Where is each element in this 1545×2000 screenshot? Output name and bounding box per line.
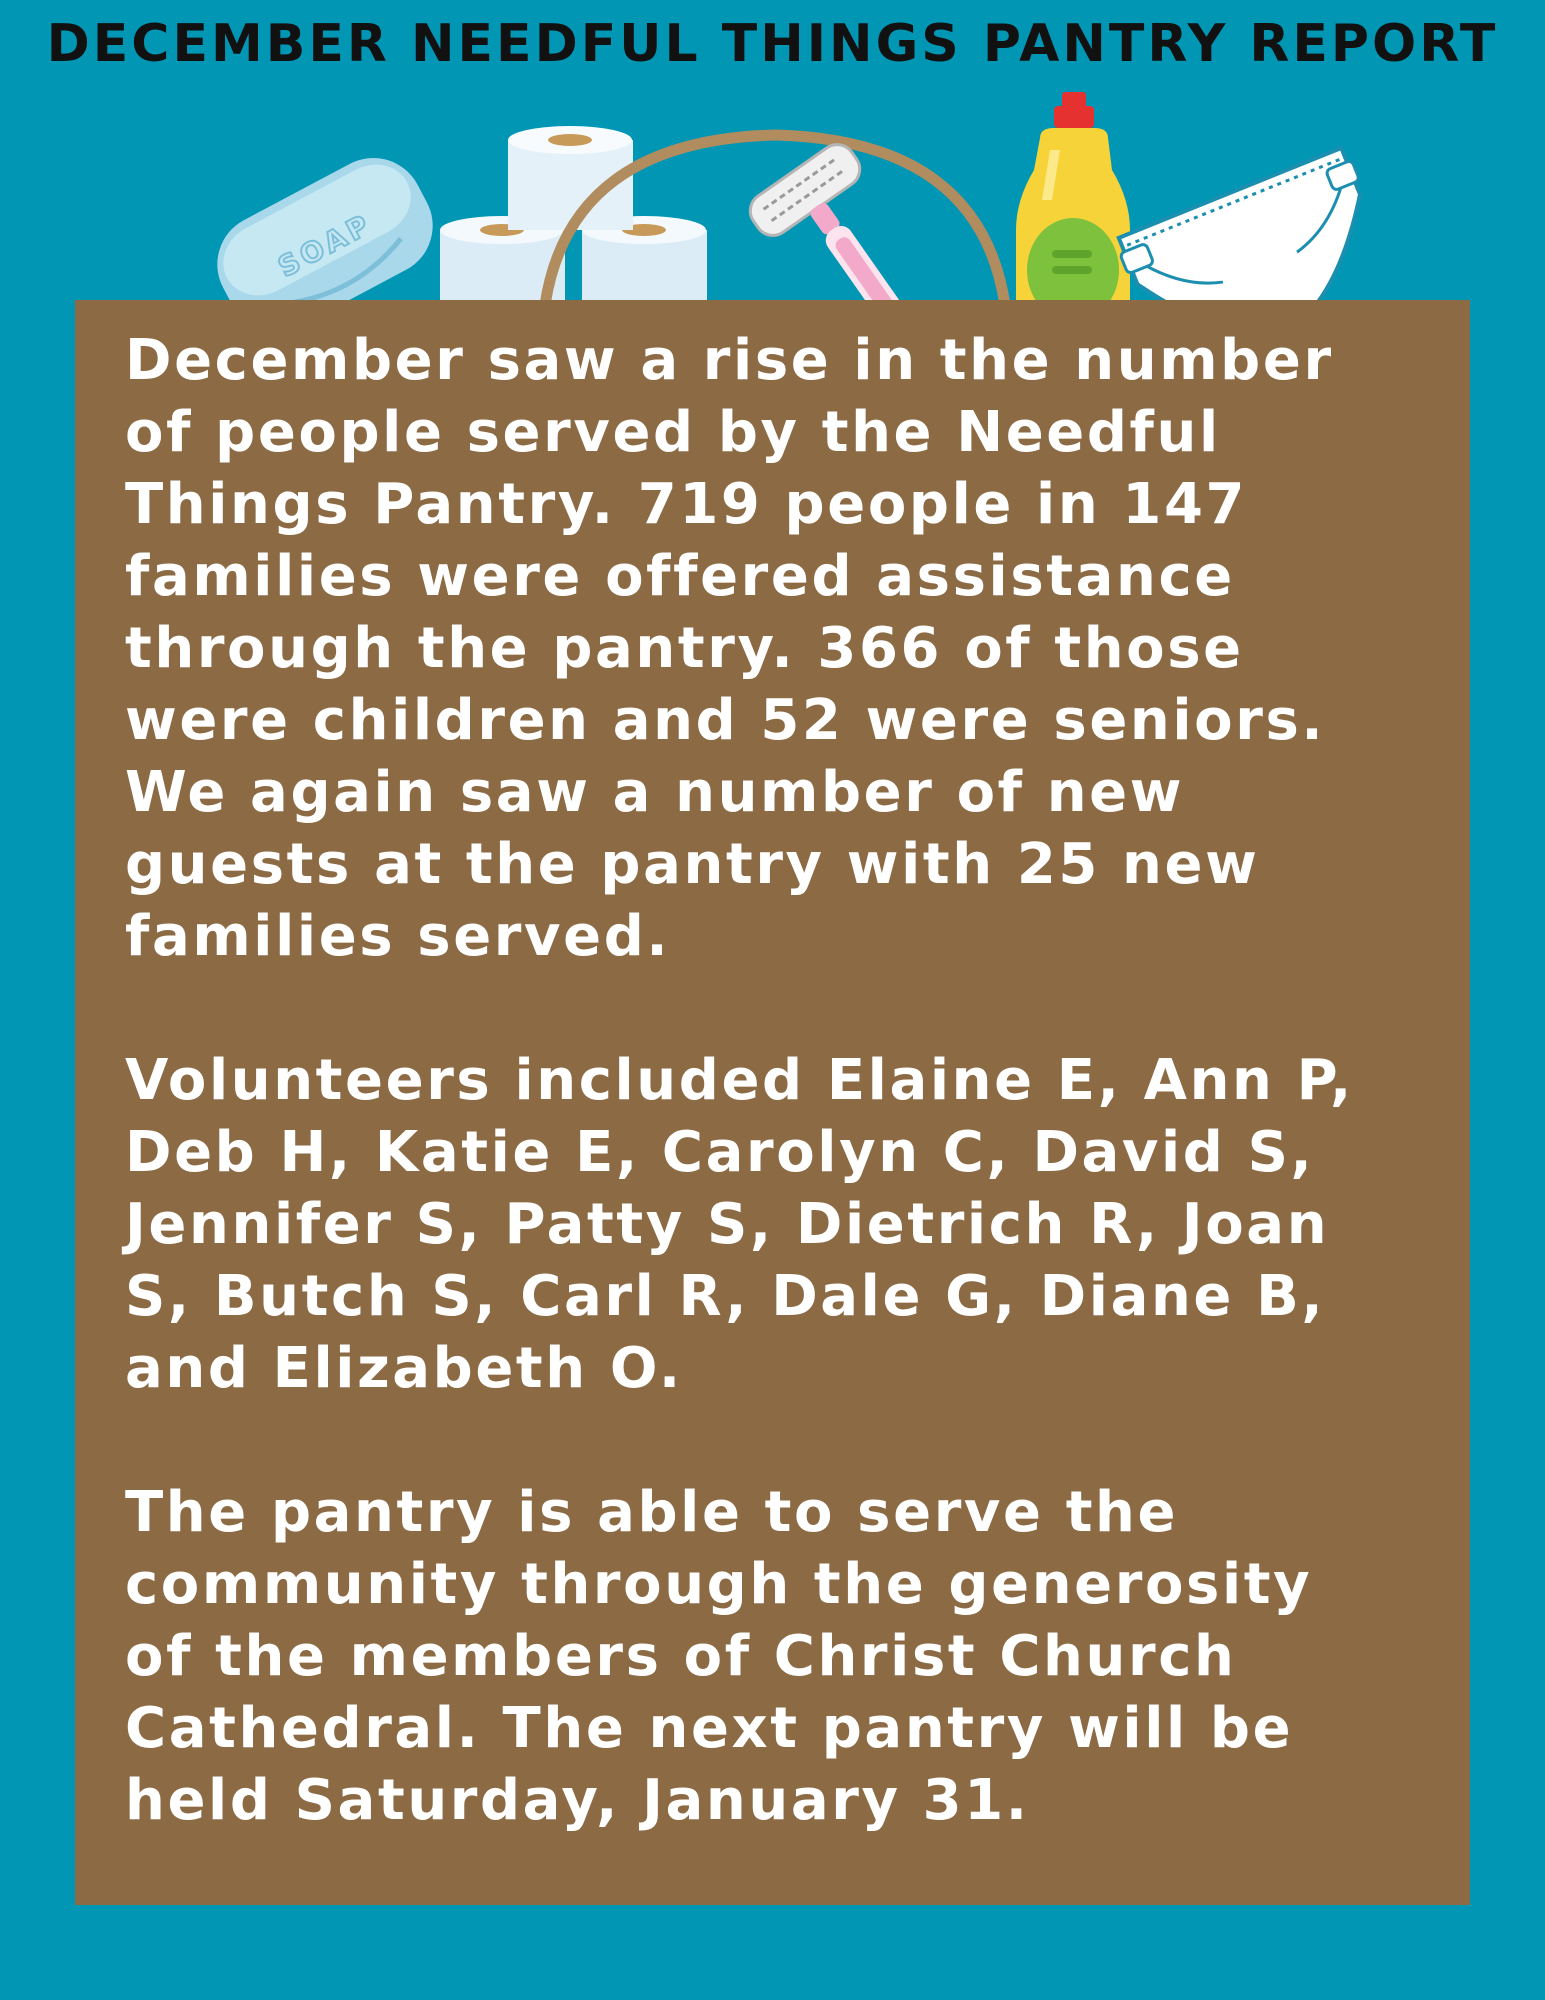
razor-icon xyxy=(743,138,950,305)
paragraph-volunteers: Volunteers included Elaine E, Ann P, Deb H, Katie E, Carolyn C, David S, Jennifer S, Patty S, Dietrich R, Joan S, Butch S, Carl R, Dale G, Diane B, and Elizabeth O. xyxy=(125,1048,1354,1401)
paragraph-closing: The pantry is able to serve the community through the generosity of the members of Christ Church Cathedral. The next pantry will be held Saturday, January 31. xyxy=(125,1480,1313,1833)
report-text xyxy=(125,325,1445,1909)
supplies-illustration xyxy=(0,80,1545,305)
soap-label: SOAP xyxy=(272,207,378,284)
paragraph-summary: December saw a rise in the number of people served by the Needful Things Pantry. 719 people in 147 families were offered assistance through the pantry. 366 of those were children and 52 were seniors. We again saw a number of new guests at the pantry with 25 new families served. xyxy=(125,328,1334,969)
report-content-box xyxy=(75,300,1470,1905)
diaper-icon xyxy=(1114,146,1402,305)
page-title: DECEMBER NEEDFUL THINGS PANTRY REPORT xyxy=(46,14,1499,74)
soap-icon xyxy=(200,140,451,305)
dish-soap-icon xyxy=(1016,92,1130,305)
